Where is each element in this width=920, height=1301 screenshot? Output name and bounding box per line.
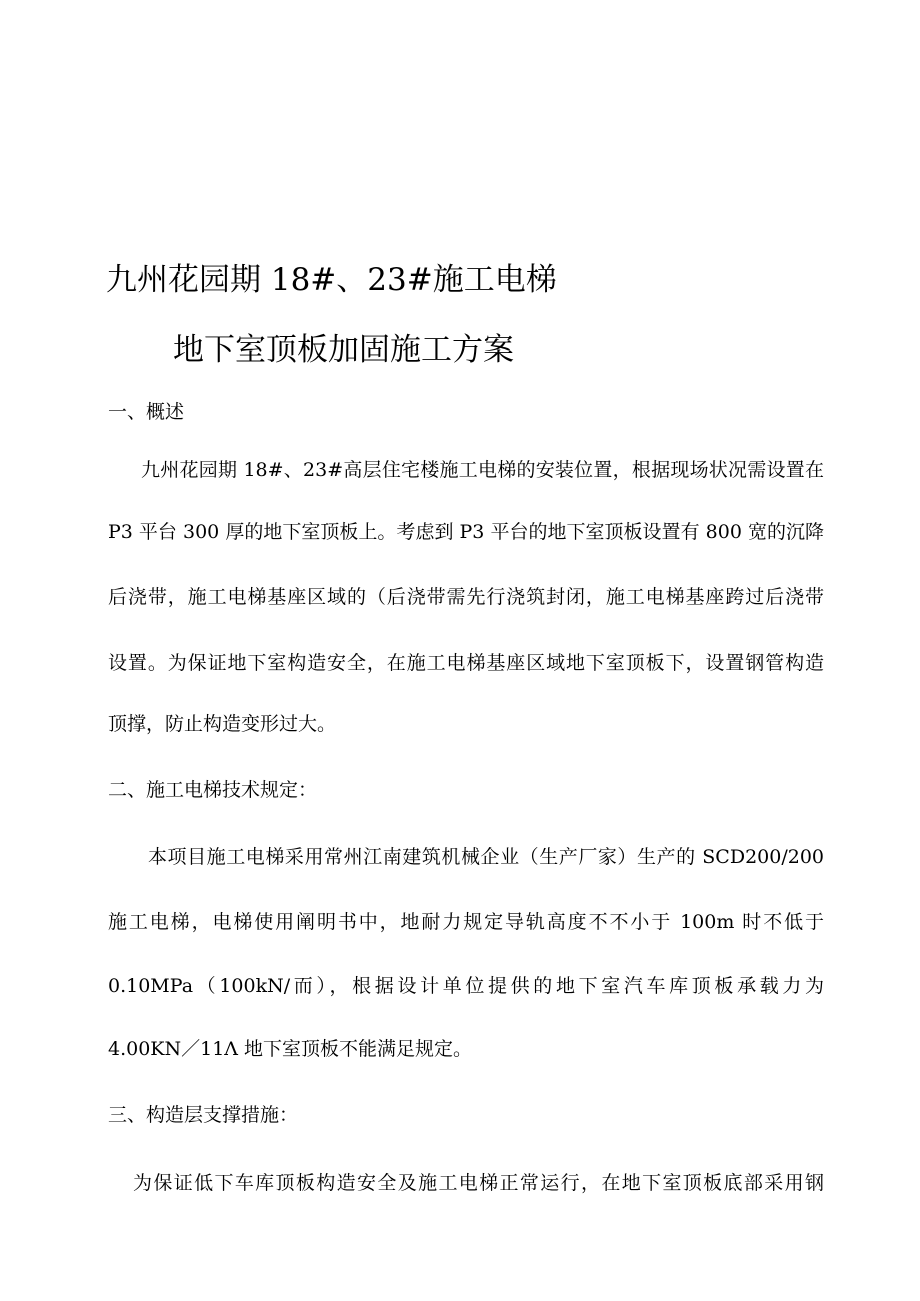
paragraph-line: 九州花园期 18#、23#高层住宅楼施工电梯的安装位置，根据现场状况需设置在 [141,459,824,481]
paragraph-line: 本项目施工电梯采用常州江南建筑机械企业（生产厂家）生产的 SCD200/200 [148,846,824,868]
paragraph-line: P3 平台 300 厚的地下室顶板上。考虑到 P3 平台的地下室顶板设置有 800 宽的沉降 [108,521,824,543]
paragraph-line: 为保证低下车库顶板构造安全及施工电梯正常运行，在地下室顶板底部采用钢 [133,1172,824,1194]
paragraph-line: 后浇带，施工电梯基座区域的（后浇带需先行浇筑封闭，施工电梯基座跨过后浇带 [108,586,824,608]
paragraph-line: 4.00KN／11Λ 地下室顶板不能满足规定。 [108,1038,473,1060]
paragraph-line: 设置。为保证地下室构造安全，在施工电梯基座区域地下室顶板下，设置钢管构造 [108,652,824,674]
document-title-line-2: 地下室顶板加固施工方案 [173,332,514,368]
document-title-line-1: 九州花园期 18#、23#施工电梯 [106,262,557,298]
section-heading-support-measures: 三、构造层支撑措施： [108,1104,299,1126]
paragraph-line: 顶撑，防止构造变形过大。 [108,713,337,735]
section-heading-elevator-requirements: 二、施工电梯技术规定： [108,779,318,801]
paragraph-line: 施工电梯，电梯使用阐明书中，地耐力规定导轨高度不不小于 100m 时不低于 [108,911,824,933]
section-heading-overview: 一、概述 [108,401,185,423]
paragraph-line: 0.10MPa（100kN/而），根据设计单位提供的地下室汽车库顶板承载力为 [108,975,824,997]
